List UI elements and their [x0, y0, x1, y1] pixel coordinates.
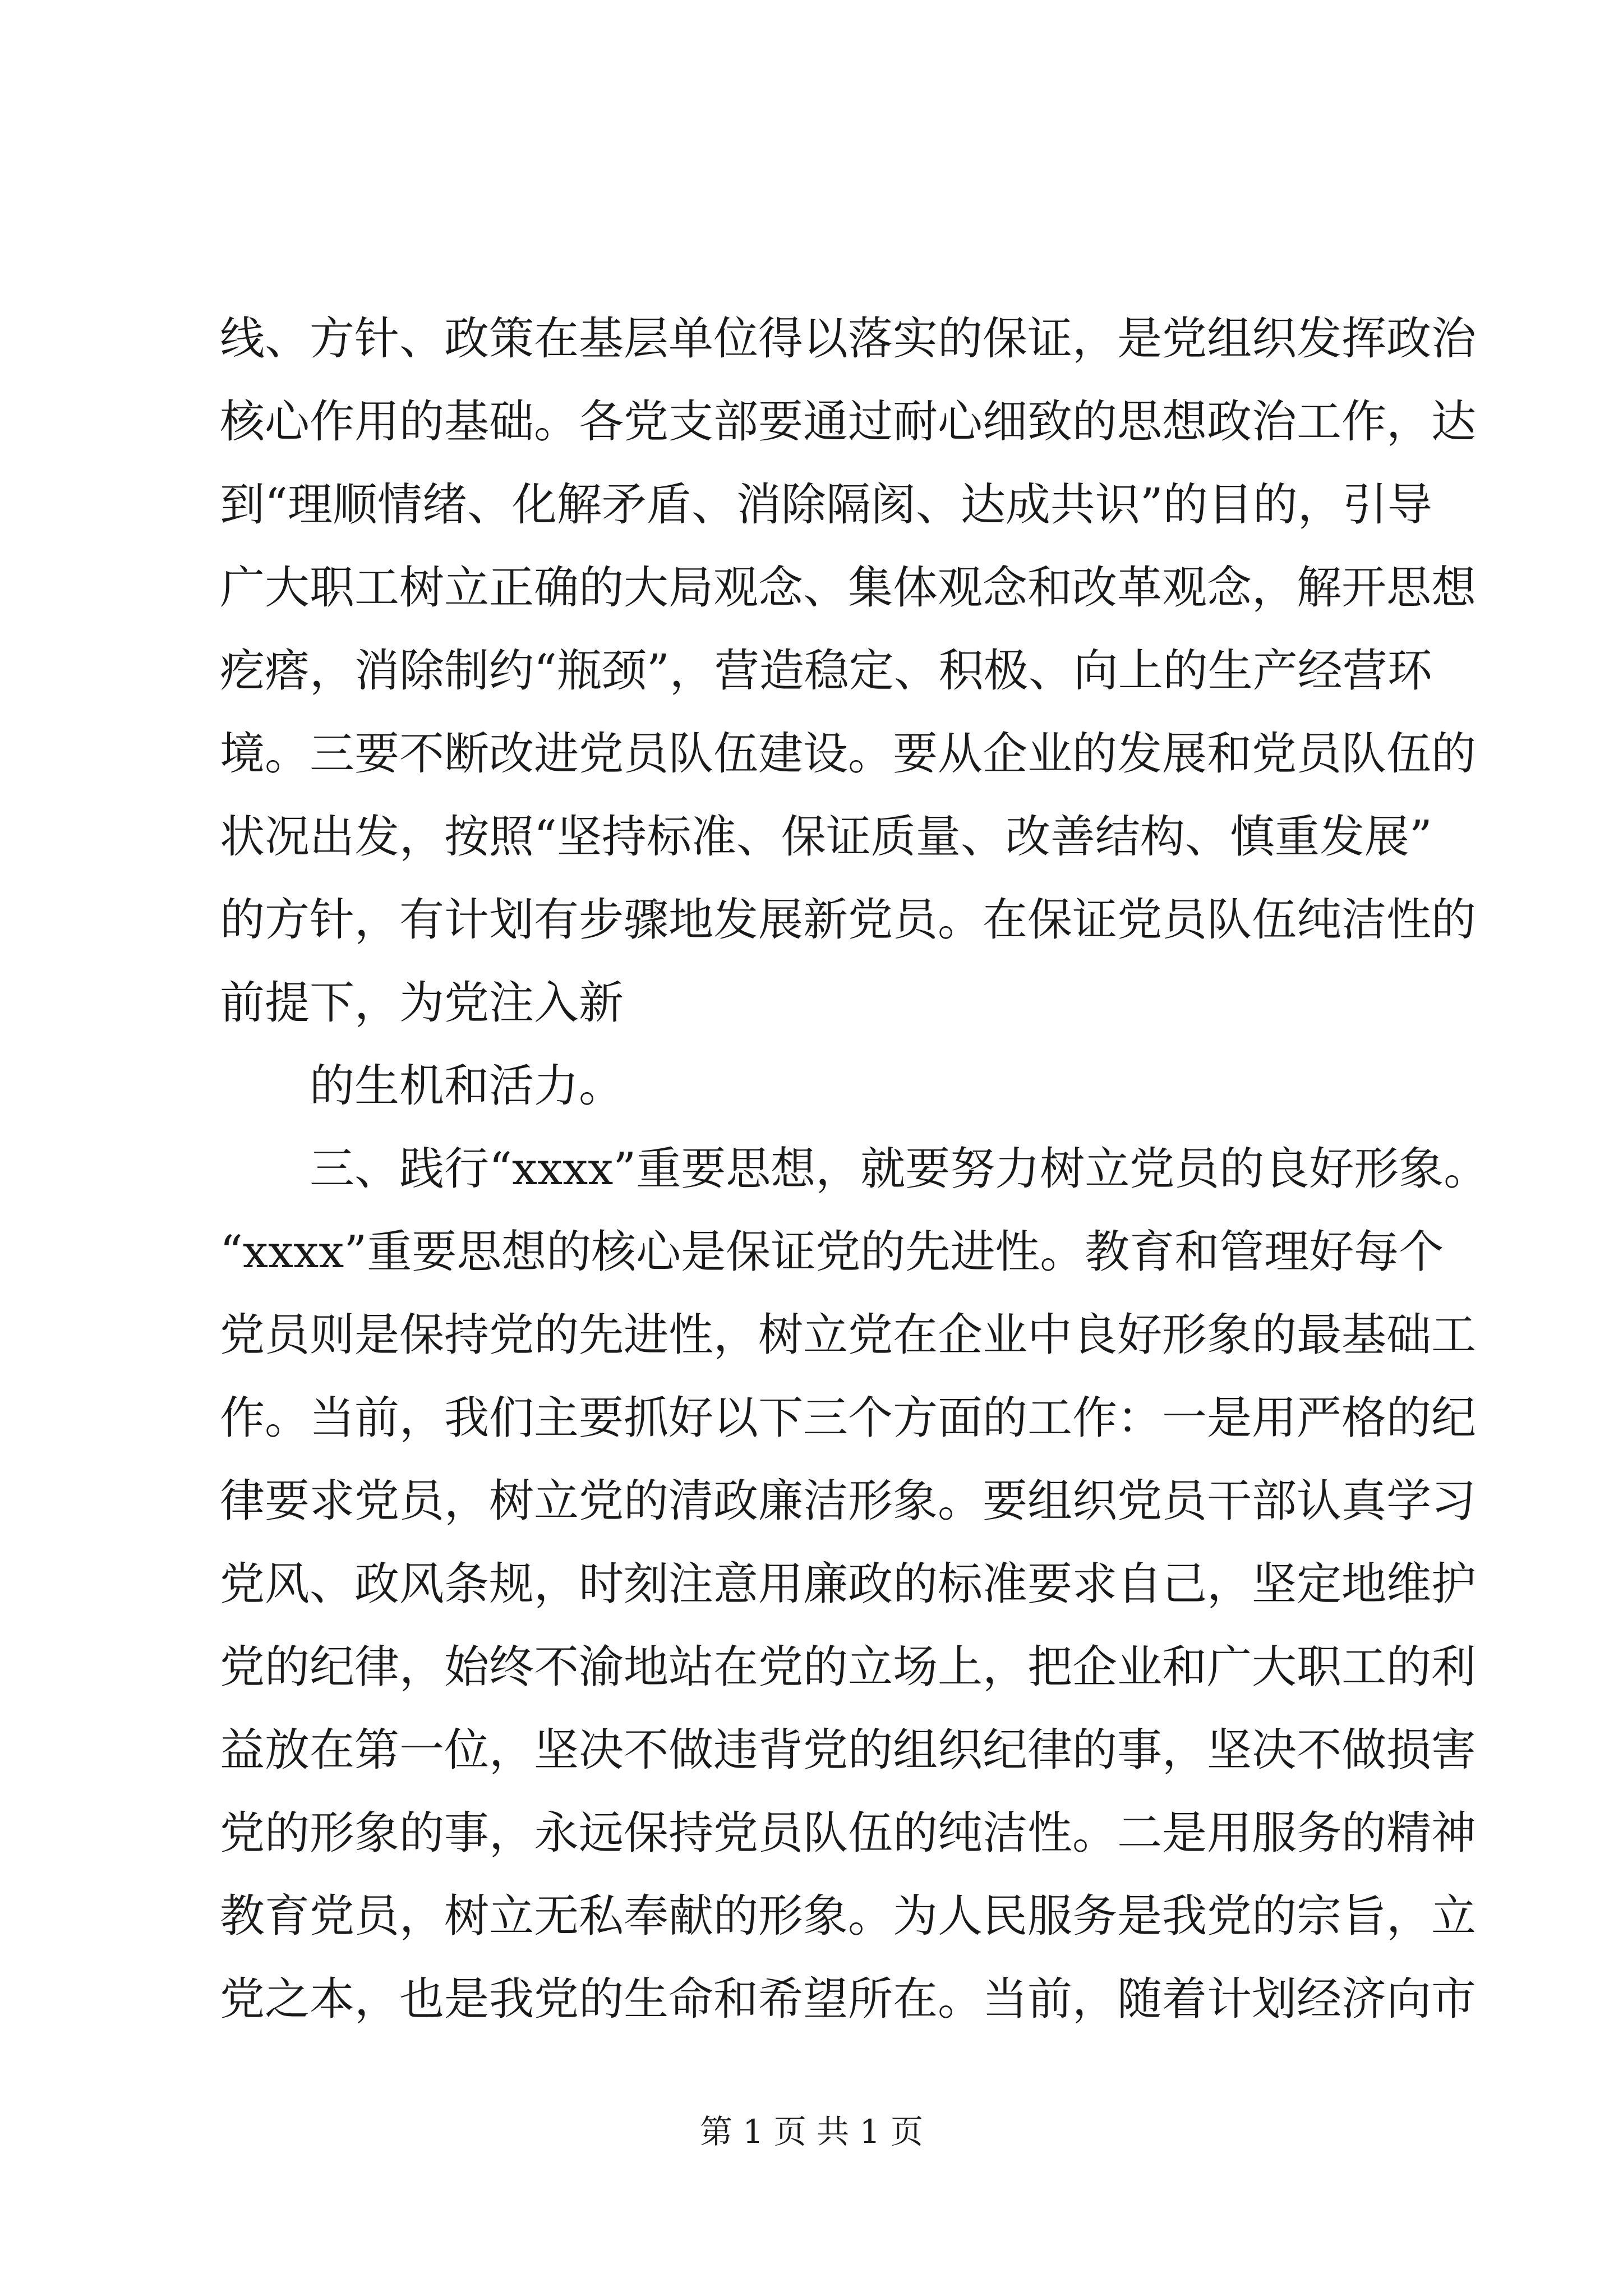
text-line: 党风、政风条规，时刻注意用廉政的标准要求自己，坚定地维护 — [220, 1558, 1476, 1610]
text-line: 广大职工树立正确的大局观念、集体观念和改革观念，解开思想 — [220, 562, 1476, 614]
text-line: 党员则是保持党的先进性，树立党在企业中良好形象的最基础工 — [220, 1309, 1476, 1361]
text-line: 益放在第一位，坚决不做违背党的组织纪律的事，坚决不做损害 — [220, 1724, 1476, 1776]
page-number-label: 第 1 页 共 1 页 — [700, 2113, 923, 2151]
text-line: 的生机和活力。 — [310, 1060, 624, 1112]
text-line: 核心作用的基础。各党支部要通过耐心细致的思想政治工作，达 — [220, 395, 1476, 448]
text-line: 作。当前，我们主要抓好以下三个方面的工作：一是用严格的纪 — [220, 1392, 1476, 1444]
body-text — [220, 297, 1489, 2041]
text-line: 的方针，有计划有步骤地发展新党员。在保证党员队伍纯洁性的 — [220, 894, 1476, 946]
text-line: 党之本，也是我党的生命和希望所在。当前，随着计划经济向市 — [220, 1973, 1476, 2025]
section-heading-line: 三、践行“xxxx”重要思想，就要努力树立党员的良好形象。 — [310, 1143, 1489, 1195]
text-line: 疙瘩，消除制约“瓶颈”，营造稳定、积极、向上的生产经营环 — [220, 645, 1432, 697]
text-line: 境。三要不断改进党员队伍建设。要从企业的发展和党员队伍的 — [220, 728, 1476, 780]
text-line: 党的纪律，始终不渝地站在党的立场上，把企业和广大职工的利 — [220, 1641, 1476, 1693]
text-line: “xxxx”重要思想的核心是保证党的先进性。教育和管理好每个 — [220, 1226, 1444, 1278]
text-line: 前提下，为党注入新 — [220, 977, 624, 1029]
text-line: 教育党员，树立无私奉献的形象。为人民服务是我党的宗旨，立 — [220, 1890, 1476, 1942]
text-line: 线、方针、政策在基层单位得以落实的保证，是党组织发挥政治 — [220, 312, 1476, 365]
text-line: 到“理顺情绪、化解矛盾、消除隔阂、达成共识”的目的，引导 — [220, 478, 1432, 531]
text-line: 律要求党员，树立党的清政廉洁形象。要组织党员干部认真学习 — [220, 1475, 1476, 1527]
page-footer — [0, 2109, 1623, 2154]
text-line: 党的形象的事，永远保持党员队伍的纯洁性。二是用服务的精神 — [220, 1807, 1476, 1859]
text-line: 状况出发，按照“坚持标准、保证质量、改善结构、慎重发展” — [220, 811, 1432, 863]
